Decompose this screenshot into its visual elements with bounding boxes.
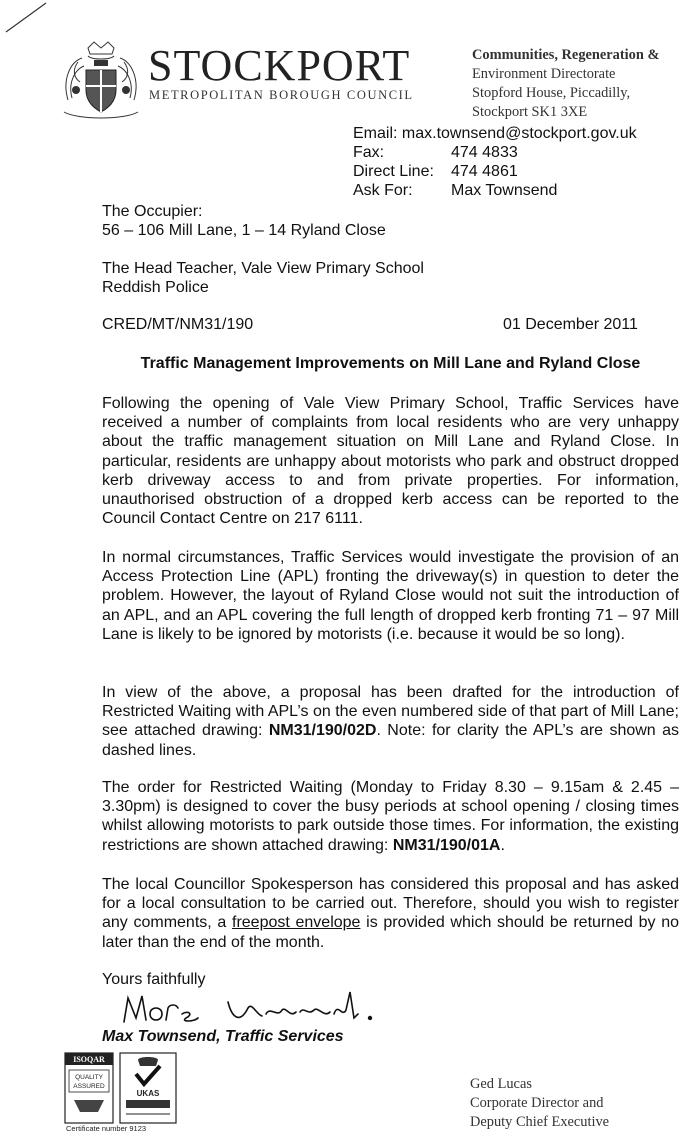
paragraph-text: The order for Restricted Waiting (Monday to Friday 8.30 – 9.15am & 2.45 – 3.30pm) is designed to cover the busy periods at school opening / closing times whilst allowing motorists to park outside those times. For information, the existing restrictions are shown attached drawing: <box>102 779 679 854</box>
letter-date: 01 December 2011 <box>503 316 638 333</box>
certificate-number: Certificate number 9123 <box>66 1124 147 1133</box>
paragraph-text: is provided which should be returned by no later than the end of the month. <box>102 914 680 951</box>
ask-for-value: Max Townsend <box>451 182 558 199</box>
copy-recipients <box>102 259 424 297</box>
drawing-reference: NM31/190/01A <box>392 836 501 854</box>
contact-block <box>353 124 637 200</box>
executive-line: Deputy Chief Executive <box>470 1114 610 1130</box>
recipient-line: 56 – 106 Mill Lane, 1 – 14 Ryland Close <box>102 222 386 239</box>
accreditation-badges <box>64 1052 180 1126</box>
body-paragraph-3 <box>102 683 679 760</box>
email-value[interactable]: max.townsend@stockport.gov.uk <box>401 125 637 142</box>
direct-line-label: Direct Line: <box>353 163 434 180</box>
council-subtitle: METROPOLITAN BOROUGH COUNCIL <box>149 88 414 102</box>
drawing-reference: NM31/190/02D <box>268 722 377 740</box>
reference-number: CRED/MT/NM31/190 <box>102 316 254 333</box>
signer-name: Max Townsend, Traffic Services <box>102 1028 344 1045</box>
direct-line-value: 474 4861 <box>451 163 518 180</box>
recipient-block <box>102 202 386 240</box>
executive-line: Ged Lucas <box>470 1076 532 1092</box>
council-name: STOCKPORT <box>148 41 411 90</box>
body-paragraph-2: In normal circumstances, Traffic Services would investigate the provision of an Access Protection Line (APL) fronting the driveway(s) in question to deter the problem. However, the layout of Ryland Close would not suit the introduction of an APL, and an APL covering the full length of dropped kerb fronting 71 – 97 Mill Lane is likely to be ignored by motorists (i.e. because it would be so long). <box>102 549 679 643</box>
assured-text: ASSURED <box>73 1083 105 1090</box>
body-paragraph-4 <box>102 778 679 855</box>
paragraph-text: The local Councillor Spokesperson has considered this proposal and has asked for a local consultation to be carried out. Therefore, should you wish to register any comments, a <box>102 876 679 932</box>
directorate-line: Stopford House, Piccadilly, <box>472 85 631 101</box>
directorate-line: Environment Directorate <box>472 66 616 82</box>
ask-for-label: Ask For: <box>353 182 413 199</box>
handwritten-signature <box>120 988 390 1030</box>
fax-value: 474 4833 <box>451 144 518 161</box>
ukas-text: UKAS <box>136 1089 160 1098</box>
scan-mark <box>4 0 48 34</box>
paragraph-text: . Note: for clarity the APL’s are shown as dashed lines. <box>102 722 679 759</box>
fax-label: Fax: <box>353 144 385 161</box>
body-paragraph-5 <box>102 875 679 952</box>
paragraph-text: In view of the above, a proposal has been drafted for the introduction of Restricted Waiting with APL’s on the even numbered side of that part of Mill Lane; see attached drawing: <box>102 684 679 740</box>
recipient-line: Reddish Police <box>102 279 209 296</box>
directorate-line: Communities, Regeneration & <box>472 47 660 63</box>
recipient-line: The Head Teacher, Vale View Primary School <box>102 260 424 277</box>
iso-text: ISOQAR <box>73 1055 105 1064</box>
executive-signatory <box>470 1075 609 1132</box>
directorate-line: Stockport SK1 3XE <box>472 104 588 120</box>
directorate-address <box>472 46 659 122</box>
freepost-envelope-text: freepost envelope <box>232 914 361 932</box>
council-crest-icon <box>58 40 144 126</box>
paragraph-text: . <box>500 836 505 854</box>
letter-subject: Traffic Management Improvements on Mill Lane and Ryland Close <box>140 355 641 372</box>
closing-salutation: Yours faithfully <box>102 971 206 988</box>
isoqar-badge-icon <box>65 1053 113 1123</box>
quality-text: QUALITY <box>75 1074 103 1081</box>
ukas-badge-icon <box>120 1053 176 1123</box>
executive-line: Corporate Director and <box>470 1095 604 1111</box>
body-paragraph-1: Following the opening of Vale View Primary School, Traffic Services have received a number of complaints from local residents who are very unhappy about the traffic management situation on Mill Lane and Ryland Close. In particular, residents are unhappy about motorists who park and obstruct dropped kerb driveway access to and from private properties. For information, unauthorised obstruction of a dropped kerb access can be reported to the Council Contact Centre on 217 6111. <box>102 395 679 528</box>
email-label: Email: <box>353 125 398 142</box>
recipient-line: The Occupier: <box>102 203 203 220</box>
